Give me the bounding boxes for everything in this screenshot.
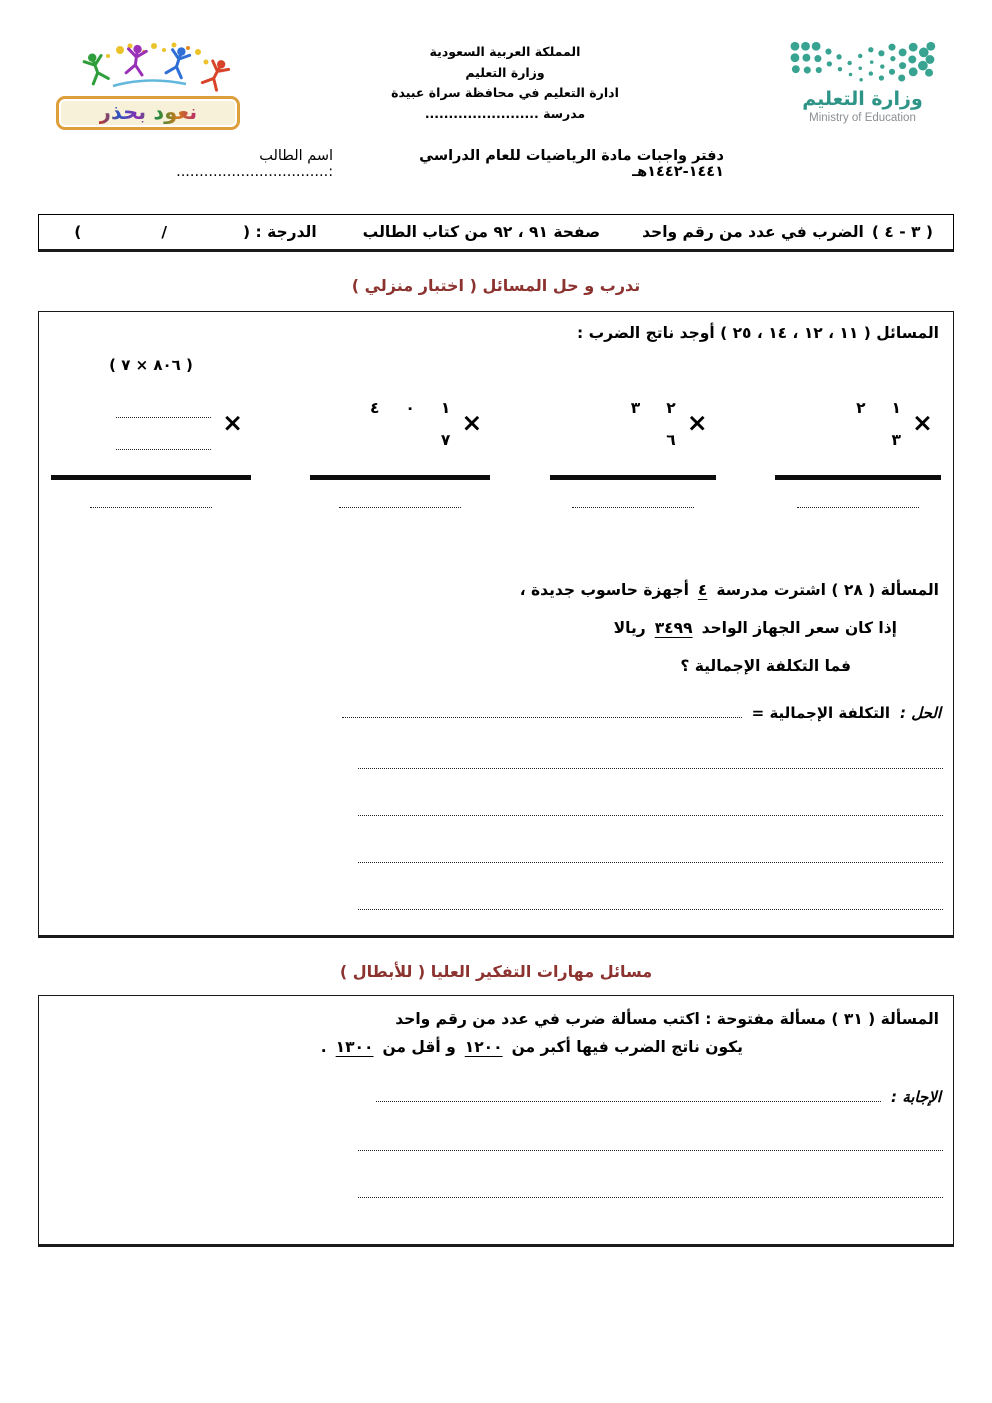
header-school: مدرسة ........................ — [424, 105, 586, 121]
answer-dotted-line — [90, 507, 212, 508]
multiplication-sign-icon: × — [222, 408, 244, 437]
solution-text: التكلفة الإجمالية = — [751, 703, 890, 722]
open-problem-line1: المسألة ( ٣١ ) مسألة مفتوحة : اكتب مسألة ضرب في عدد من رقم واحد — [395, 1010, 939, 1028]
moe-emblem-icon — [787, 40, 937, 86]
lesson-pages: صفحة ٩١ ، ٩٢ من كتاب الطالب — [362, 223, 601, 241]
solution-label: الحل : — [899, 703, 941, 722]
multiplication-sign-icon: × — [461, 408, 483, 437]
moe-logo-subtitle: Ministry of Education — [809, 112, 916, 124]
moe-logo — [770, 40, 955, 124]
answer-dotted-line — [376, 1088, 881, 1102]
write-number-dotted-line — [116, 449, 211, 450]
covid-logo-text: نعود بحذر — [98, 100, 198, 124]
multiplier-digit: ٣ — [891, 431, 901, 450]
lower-bound-value: ١٢٠٠ — [464, 1038, 503, 1056]
multiplicand-digits: ٤ ٠ ١ — [369, 399, 451, 418]
covid-figures-icon — [58, 40, 238, 94]
header-ministry: وزارة التعليم — [465, 64, 545, 80]
word-problem-28 — [49, 572, 943, 686]
solution-dotted-line — [342, 704, 742, 718]
header-row2 — [0, 130, 992, 180]
word-problem-line3: فما التكلفة الإجمالية ؟ — [680, 656, 851, 675]
lesson-title-bar — [38, 214, 954, 252]
booklet-title: دفتر واجبات مادة الرياضيات للعام الدراسي ١٤٤١-١٤٤٢هـ — [419, 148, 724, 180]
word-problem-line1: المسألة ( ٢٨ ) اشترت مدرسة٤أجهزة حاسوب جديدة ، — [519, 581, 939, 599]
challenge-box — [38, 995, 954, 1247]
multiplication-sign-icon: × — [686, 408, 708, 437]
quantity-value: ٤ — [697, 581, 708, 599]
covid-logo — [56, 40, 240, 130]
multiplicand-digits: ٢ ١ — [856, 399, 901, 418]
lesson-number: ( ٣ - ٤ ) — [871, 223, 933, 241]
header-directorate: ادارة التعليم في محافظة سراة عبيدة — [391, 85, 619, 101]
writing-dotted-line — [358, 815, 943, 816]
mult-problem-11 — [775, 386, 941, 510]
mult-problem-25 — [51, 356, 251, 510]
student-name-field: اسم الطالب :................................. — [176, 148, 334, 180]
open-problem-line2: يكون ناتج الضرب فيها أكبر من١٢٠٠و أقل من١٣٠٠. — [320, 1038, 743, 1056]
multiplier-digit: ٧ — [440, 431, 451, 450]
mult-problem-14 — [310, 386, 490, 510]
moe-logo-title: وزارة التعليم — [802, 88, 923, 110]
equals-rule — [51, 475, 251, 480]
academic-year: ١٤٤١-١٤٤٢هـ — [632, 164, 724, 180]
grade-label: الدرجة : ( — [243, 223, 317, 241]
writing-dotted-line — [358, 1150, 943, 1151]
equals-rule — [775, 475, 941, 480]
covid-logo-frame — [56, 96, 240, 130]
word-problem-line2: إذا كان سعر الجهاز الواحد٣٤٩٩ريالا — [613, 618, 897, 637]
writing-dotted-line — [358, 768, 943, 769]
answer-label: الإجابة : — [890, 1088, 941, 1106]
practice-box — [38, 311, 954, 938]
writing-dotted-line — [358, 909, 943, 910]
solution-line — [49, 704, 943, 722]
price-value: ٣٤٩٩ — [654, 618, 693, 637]
header-country: المملكة العربية السعودية — [429, 44, 581, 59]
multiplication-problems-row — [49, 356, 943, 510]
write-number-dotted-line — [116, 417, 211, 418]
problems-intro: المسائل ( ١١ ، ١٢ ، ١٤ ، ٢٥ ) أوجد ناتج الضرب : — [577, 324, 939, 342]
section2-heading: مسائل مهارات التفكير العليا ( للأبطال ) — [339, 962, 653, 981]
answer-line — [49, 1088, 943, 1106]
mult-problem-12 — [550, 386, 716, 510]
writing-dotted-line — [358, 862, 943, 863]
header-center-block — [391, 40, 619, 125]
answer-dotted-line — [339, 507, 461, 508]
upper-bound-value: ١٣٠٠ — [335, 1038, 374, 1056]
multiplication-sign-icon: × — [912, 408, 933, 437]
grade-close-paren: ) — [74, 223, 82, 241]
multiplier-digit: ٦ — [666, 431, 676, 450]
answer-dotted-line — [797, 507, 919, 508]
writing-dotted-line — [358, 1197, 943, 1198]
horizontal-expression: ( ٨٠٦ × ٧ ) — [109, 356, 193, 374]
equals-rule — [550, 475, 716, 480]
grade-slash: / — [161, 223, 168, 241]
answer-dotted-line — [572, 507, 694, 508]
header — [0, 0, 992, 130]
section1-heading: تدرب و حل المسائل ( اختبار منزلي ) — [351, 276, 641, 295]
lesson-title: الضرب في عدد من رقم واحد — [642, 223, 864, 241]
multiplicand-digits: ٣ ٢ — [630, 399, 676, 418]
equals-rule — [310, 475, 490, 480]
